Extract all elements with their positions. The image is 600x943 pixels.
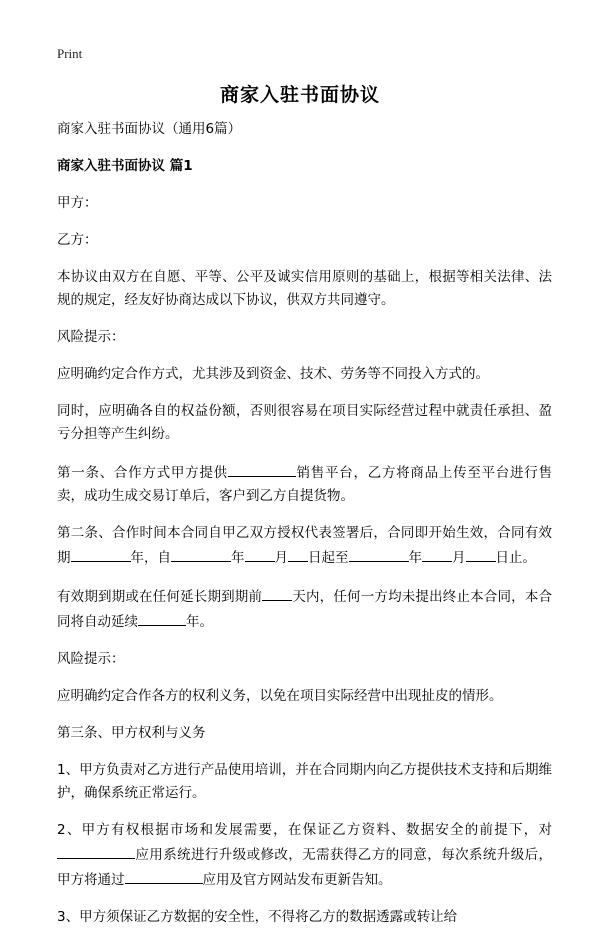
document-body — [57, 118, 552, 943]
blank-field — [466, 545, 496, 562]
blank-field — [245, 545, 275, 562]
article-2-text: 年 — [231, 550, 245, 566]
article-1-text: 销售平台，乙方将商品上传至平台进行售卖，成功生成交易订单后，客户到乙方自提货物。 — [57, 465, 553, 504]
blank-field — [262, 584, 292, 601]
clause-3: 3、甲方须保证乙方数据的安全性，不得将乙方的数据透露或转让给 — [57, 909, 458, 925]
clause-2-text: 2、甲方有权根据市场和发展需要，在保证乙方资料、数据安全的前提下，对 — [57, 822, 552, 838]
subtitle: 商家入驻书面协议（通用6篇） — [57, 121, 242, 137]
blank-field — [138, 609, 186, 626]
article-2-text: 日止。 — [495, 550, 536, 566]
section-heading: 商家入驻书面协议 篇1 — [57, 158, 193, 174]
risk-paragraph: 应明确约定合作各方的权利义务，以免在项目实际经营中出现扯皮的情形。 — [57, 688, 503, 704]
renewal-text: 天内，任何一方均未提出终止本合同，本合同将自动延续 — [57, 589, 553, 630]
article-2-text: 年 — [408, 550, 422, 566]
article-3-title: 第三条、甲方权利与义务 — [57, 725, 206, 741]
blank-field — [228, 460, 296, 477]
blank-field — [349, 545, 409, 562]
document-title: 商家入驻书面协议 — [219, 84, 380, 106]
article-1-text: 第一条、合作方式甲方提供 — [57, 465, 228, 481]
article-2-text: 月 — [452, 550, 466, 566]
article-2-text: 日起至 — [308, 550, 349, 566]
blank-field — [171, 545, 231, 562]
article-2-paragraph — [57, 522, 552, 570]
blank-field — [422, 545, 452, 562]
print-label[interactable]: Print — [57, 46, 83, 61]
renewal-paragraph — [57, 584, 552, 634]
article-1-paragraph — [57, 460, 552, 508]
risk-label: 风险提示： — [57, 651, 125, 667]
risk-label: 风险提示： — [57, 329, 125, 345]
renewal-text: 有效期到期或在任何延长期到期前 — [57, 589, 263, 605]
clause-2 — [57, 819, 552, 892]
renewal-text: 年。 — [186, 614, 213, 630]
blank-field — [71, 545, 131, 562]
risk-paragraph: 应明确约定合作方式，尤其涉及到资金、技术、劳务等不同投入方式的。 — [57, 366, 489, 382]
clause-2-text: 应用系统进行升级或修改，无需获得乙方的同意，每次系统升级后，甲方将通过 — [57, 847, 552, 888]
intro-paragraph: 本协议由双方在自愿、平等、公平及诚实信用原则的基础上，根据等相关法律、法规的规定，经友好协商达成以下协议，供双方共同遵守。 — [57, 269, 552, 308]
article-2-text: 月 — [274, 550, 288, 566]
clause-1: 1、甲方负责对乙方进行产品使用培训，并在合同期内向乙方提供技术支持和后期维护，确保系统正常运行。 — [57, 762, 552, 801]
party-a-line: 甲方： — [57, 195, 98, 211]
party-b-line: 乙方： — [57, 232, 98, 248]
article-2-text: 第二条、合作时间本合同自甲乙双方授权代表签署后，合同即开始生效，合同有效期 — [57, 525, 552, 566]
blank-field — [125, 867, 203, 884]
risk-paragraph: 同时，应明确各自的权益份额，否则很容易在项目实际经营过程中就责任承担、盈亏分担等产生纠纷。 — [57, 403, 552, 442]
blank-field — [57, 842, 135, 859]
blank-field — [288, 545, 308, 562]
article-2-text: 年，自 — [130, 550, 171, 566]
clause-2-text: 应用及官方网站发布更新告知。 — [202, 872, 392, 888]
